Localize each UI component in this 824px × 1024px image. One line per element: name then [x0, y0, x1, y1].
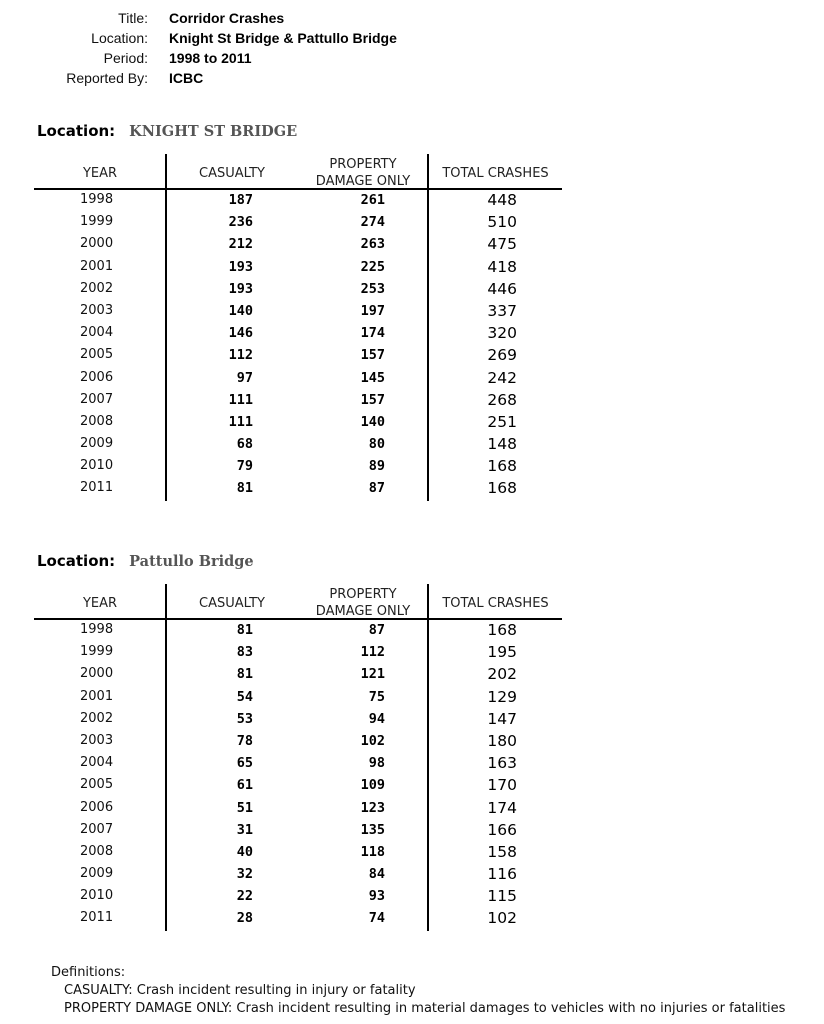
- meta-period-value: 1998 to 2011: [169, 50, 252, 66]
- table-header: [34, 154, 562, 189]
- table-row: [34, 300, 562, 322]
- table-body: [34, 619, 562, 930]
- cell-property-damage: 118: [360, 843, 385, 860]
- table-body: [34, 189, 562, 500]
- cell-casualty: 187: [228, 192, 253, 208]
- cell-casualty: 111: [228, 391, 253, 408]
- cell-total-crashes: 337: [487, 301, 517, 320]
- cell-year: 2009: [80, 436, 114, 452]
- cell-casualty: 40: [236, 843, 253, 860]
- cell-year: 1999: [80, 644, 114, 660]
- cell-casualty: 32: [236, 866, 253, 883]
- cell-property-damage: 225: [360, 258, 385, 275]
- meta-location-value: Knight St Bridge & Pattullo Bridge: [169, 30, 397, 46]
- table-row: [34, 863, 562, 885]
- cell-casualty: 54: [236, 688, 253, 705]
- cell-property-damage: 89: [368, 458, 385, 475]
- cell-property-damage: 123: [360, 799, 385, 816]
- table-row: [34, 819, 562, 841]
- table-row: [34, 278, 562, 300]
- cell-casualty: 51: [236, 799, 253, 816]
- cell-year: 2011: [80, 480, 114, 496]
- section-pattullo-bridge: [34, 552, 574, 930]
- cell-year: 1999: [80, 214, 114, 230]
- cell-year: 2009: [80, 866, 114, 882]
- report-meta: [0, 8, 600, 88]
- cell-total-crashes: 148: [487, 435, 517, 454]
- table-row: [34, 411, 562, 433]
- column-header-pdo-line2: DAMAGE ONLY: [315, 604, 411, 619]
- cell-casualty: 140: [228, 302, 253, 319]
- cell-year: 2010: [80, 458, 114, 474]
- table-row: [34, 322, 562, 344]
- cell-casualty: 65: [236, 755, 253, 772]
- table-row: [34, 752, 562, 774]
- cell-casualty: 193: [228, 280, 253, 297]
- cell-casualty: 22: [236, 888, 253, 905]
- meta-location-label: Location:: [91, 30, 148, 46]
- meta-row-reported-by: [0, 68, 600, 88]
- cell-property-damage: 157: [360, 391, 385, 408]
- meta-row-period: [0, 48, 600, 68]
- cell-property-damage: 121: [360, 666, 385, 683]
- cell-total-crashes: 129: [487, 687, 517, 706]
- cell-property-damage: 93: [368, 888, 385, 905]
- crash-table: [34, 584, 562, 930]
- location-name: KNIGHT ST BRIDGE: [129, 123, 298, 140]
- definition-property-damage-only: PROPERTY DAMAGE ONLY: Crash incident resulting in material damages to vehicles with no injuries or fatalities: [64, 1001, 786, 1016]
- cell-casualty: 81: [236, 666, 253, 683]
- location-name: Pattullo Bridge: [129, 553, 254, 570]
- cell-casualty: 31: [236, 821, 253, 838]
- table-header: [34, 584, 562, 619]
- cell-total-crashes: 242: [487, 368, 517, 387]
- location-heading: [34, 552, 574, 572]
- cell-property-damage: 174: [360, 325, 385, 342]
- table-row: [34, 619, 562, 641]
- cell-casualty: 193: [228, 258, 253, 275]
- cell-property-damage: 140: [360, 413, 385, 430]
- meta-title-label: Title:: [118, 10, 148, 26]
- cell-total-crashes: 251: [487, 412, 517, 431]
- cell-total-crashes: 510: [487, 213, 517, 232]
- cell-year: 2001: [80, 258, 114, 274]
- cell-property-damage: 253: [360, 280, 385, 297]
- cell-year: 2005: [80, 777, 114, 793]
- cell-year: 2008: [80, 843, 114, 859]
- table-row: [34, 211, 562, 233]
- definition-casualty: CASUALTY: Crash incident resulting in injury or fatality: [64, 983, 416, 998]
- cell-total-crashes: 180: [487, 731, 517, 750]
- table-row: [34, 433, 562, 455]
- meta-reported-by-value: ICBC: [169, 70, 204, 86]
- location-heading: [34, 122, 574, 142]
- cell-casualty: 83: [236, 644, 253, 661]
- table-row: [34, 663, 562, 685]
- cell-casualty: 61: [236, 777, 253, 794]
- meta-row-title: [0, 8, 600, 28]
- cell-year: 2007: [80, 391, 114, 407]
- cell-property-damage: 80: [368, 436, 385, 453]
- table-row: [34, 841, 562, 863]
- cell-total-crashes: 158: [487, 842, 517, 861]
- cell-year: 2007: [80, 821, 114, 837]
- column-header-property-damage-only: [298, 586, 428, 620]
- column-header-pdo-line2: DAMAGE ONLY: [315, 174, 411, 189]
- cell-total-crashes: 163: [487, 754, 517, 773]
- cell-casualty: 81: [236, 622, 253, 638]
- table-row: [34, 256, 562, 278]
- cell-casualty: 28: [236, 910, 253, 927]
- cell-year: 2000: [80, 236, 114, 252]
- column-header-total-crashes: TOTAL CRASHES: [442, 166, 549, 181]
- cell-casualty: 78: [236, 732, 253, 749]
- column-header-pdo-line1: PROPERTY: [329, 587, 397, 602]
- cell-casualty: 81: [236, 480, 253, 497]
- cell-casualty: 53: [236, 710, 253, 727]
- column-header-total-crashes: TOTAL CRASHES: [442, 596, 549, 611]
- cell-casualty: 111: [228, 413, 253, 430]
- cell-property-damage: 197: [360, 302, 385, 319]
- table-row: [34, 367, 562, 389]
- cell-property-damage: 109: [360, 777, 385, 794]
- cell-total-crashes: 268: [487, 390, 517, 409]
- definitions-heading: Definitions:: [51, 965, 126, 980]
- table-row: [34, 344, 562, 366]
- cell-year: 2003: [80, 732, 114, 748]
- cell-year: 2008: [80, 413, 114, 429]
- cell-property-damage: 261: [360, 192, 385, 208]
- cell-total-crashes: 116: [487, 865, 517, 884]
- meta-period-label: Period:: [103, 50, 148, 66]
- cell-total-crashes: 448: [487, 191, 517, 209]
- cell-year: 2003: [80, 302, 114, 318]
- cell-property-damage: 135: [360, 821, 385, 838]
- column-header-pdo-line1: PROPERTY: [329, 157, 397, 172]
- meta-reported-by-label: Reported By:: [66, 70, 148, 86]
- cell-year: 2006: [80, 369, 114, 385]
- cell-total-crashes: 174: [487, 798, 517, 817]
- cell-property-damage: 145: [360, 369, 385, 386]
- cell-property-damage: 87: [368, 622, 385, 638]
- cell-year: 2002: [80, 710, 114, 726]
- table-row: [34, 455, 562, 477]
- cell-total-crashes: 269: [487, 346, 517, 365]
- cell-year: 2006: [80, 799, 114, 815]
- cell-year: 2002: [80, 280, 114, 296]
- table-row: [34, 708, 562, 730]
- cell-total-crashes: 475: [487, 235, 517, 254]
- crash-table: [34, 154, 562, 500]
- cell-casualty: 146: [228, 325, 253, 342]
- cell-total-crashes: 115: [487, 887, 517, 906]
- section-knight-st-bridge: [34, 122, 574, 500]
- cell-property-damage: 75: [368, 688, 385, 705]
- column-header-casualty: CASUALTY: [199, 166, 265, 181]
- cell-property-damage: 157: [360, 347, 385, 364]
- column-header-year: YEAR: [82, 166, 118, 181]
- cell-property-damage: 98: [368, 755, 385, 772]
- cell-total-crashes: 202: [487, 665, 517, 684]
- table-row: [34, 389, 562, 411]
- cell-property-damage: 94: [368, 710, 385, 727]
- cell-total-crashes: 168: [487, 621, 517, 639]
- cell-casualty: 97: [236, 369, 253, 386]
- cell-property-damage: 112: [360, 644, 385, 661]
- cell-property-damage: 74: [368, 910, 385, 927]
- location-label: Location:: [37, 122, 116, 140]
- column-header-casualty: CASUALTY: [199, 596, 265, 611]
- cell-total-crashes: 170: [487, 776, 517, 795]
- cell-property-damage: 274: [360, 214, 385, 231]
- table-row: [34, 885, 562, 907]
- cell-casualty: 212: [228, 236, 253, 253]
- cell-year: 2000: [80, 666, 114, 682]
- meta-row-location: [0, 28, 600, 48]
- table-row: [34, 907, 562, 929]
- location-label: Location:: [37, 552, 116, 570]
- table-row: [34, 477, 562, 499]
- cell-casualty: 68: [236, 436, 253, 453]
- cell-total-crashes: 102: [487, 909, 517, 928]
- cell-total-crashes: 195: [487, 643, 517, 662]
- table-row: [34, 641, 562, 663]
- cell-total-crashes: 166: [487, 820, 517, 839]
- cell-year: 2001: [80, 688, 114, 704]
- cell-casualty: 79: [236, 458, 253, 475]
- cell-total-crashes: 320: [487, 324, 517, 343]
- cell-year: 2005: [80, 347, 114, 363]
- cell-year: 2010: [80, 888, 114, 904]
- table-row: [34, 730, 562, 752]
- cell-property-damage: 102: [360, 732, 385, 749]
- cell-casualty: 236: [228, 214, 253, 231]
- table-row: [34, 233, 562, 255]
- meta-title-value: Corridor Crashes: [169, 10, 285, 26]
- cell-property-damage: 263: [360, 236, 385, 253]
- cell-total-crashes: 168: [487, 479, 517, 498]
- table-row: [34, 774, 562, 796]
- cell-total-crashes: 418: [487, 257, 517, 276]
- table-row: [34, 686, 562, 708]
- cell-total-crashes: 147: [487, 709, 517, 728]
- definitions: [51, 964, 785, 1018]
- cell-year: 1998: [80, 622, 114, 637]
- cell-year: 2004: [80, 755, 114, 771]
- table-row: [34, 189, 562, 211]
- table-row: [34, 797, 562, 819]
- cell-year: 2011: [80, 910, 114, 926]
- cell-total-crashes: 168: [487, 457, 517, 476]
- cell-year: 2004: [80, 325, 114, 341]
- cell-property-damage: 87: [368, 480, 385, 497]
- cell-year: 1998: [80, 192, 114, 207]
- cell-property-damage: 84: [368, 866, 385, 883]
- cell-casualty: 112: [228, 347, 253, 364]
- column-header-property-damage-only: [298, 156, 428, 190]
- cell-total-crashes: 446: [487, 279, 517, 298]
- column-header-year: YEAR: [82, 596, 118, 611]
